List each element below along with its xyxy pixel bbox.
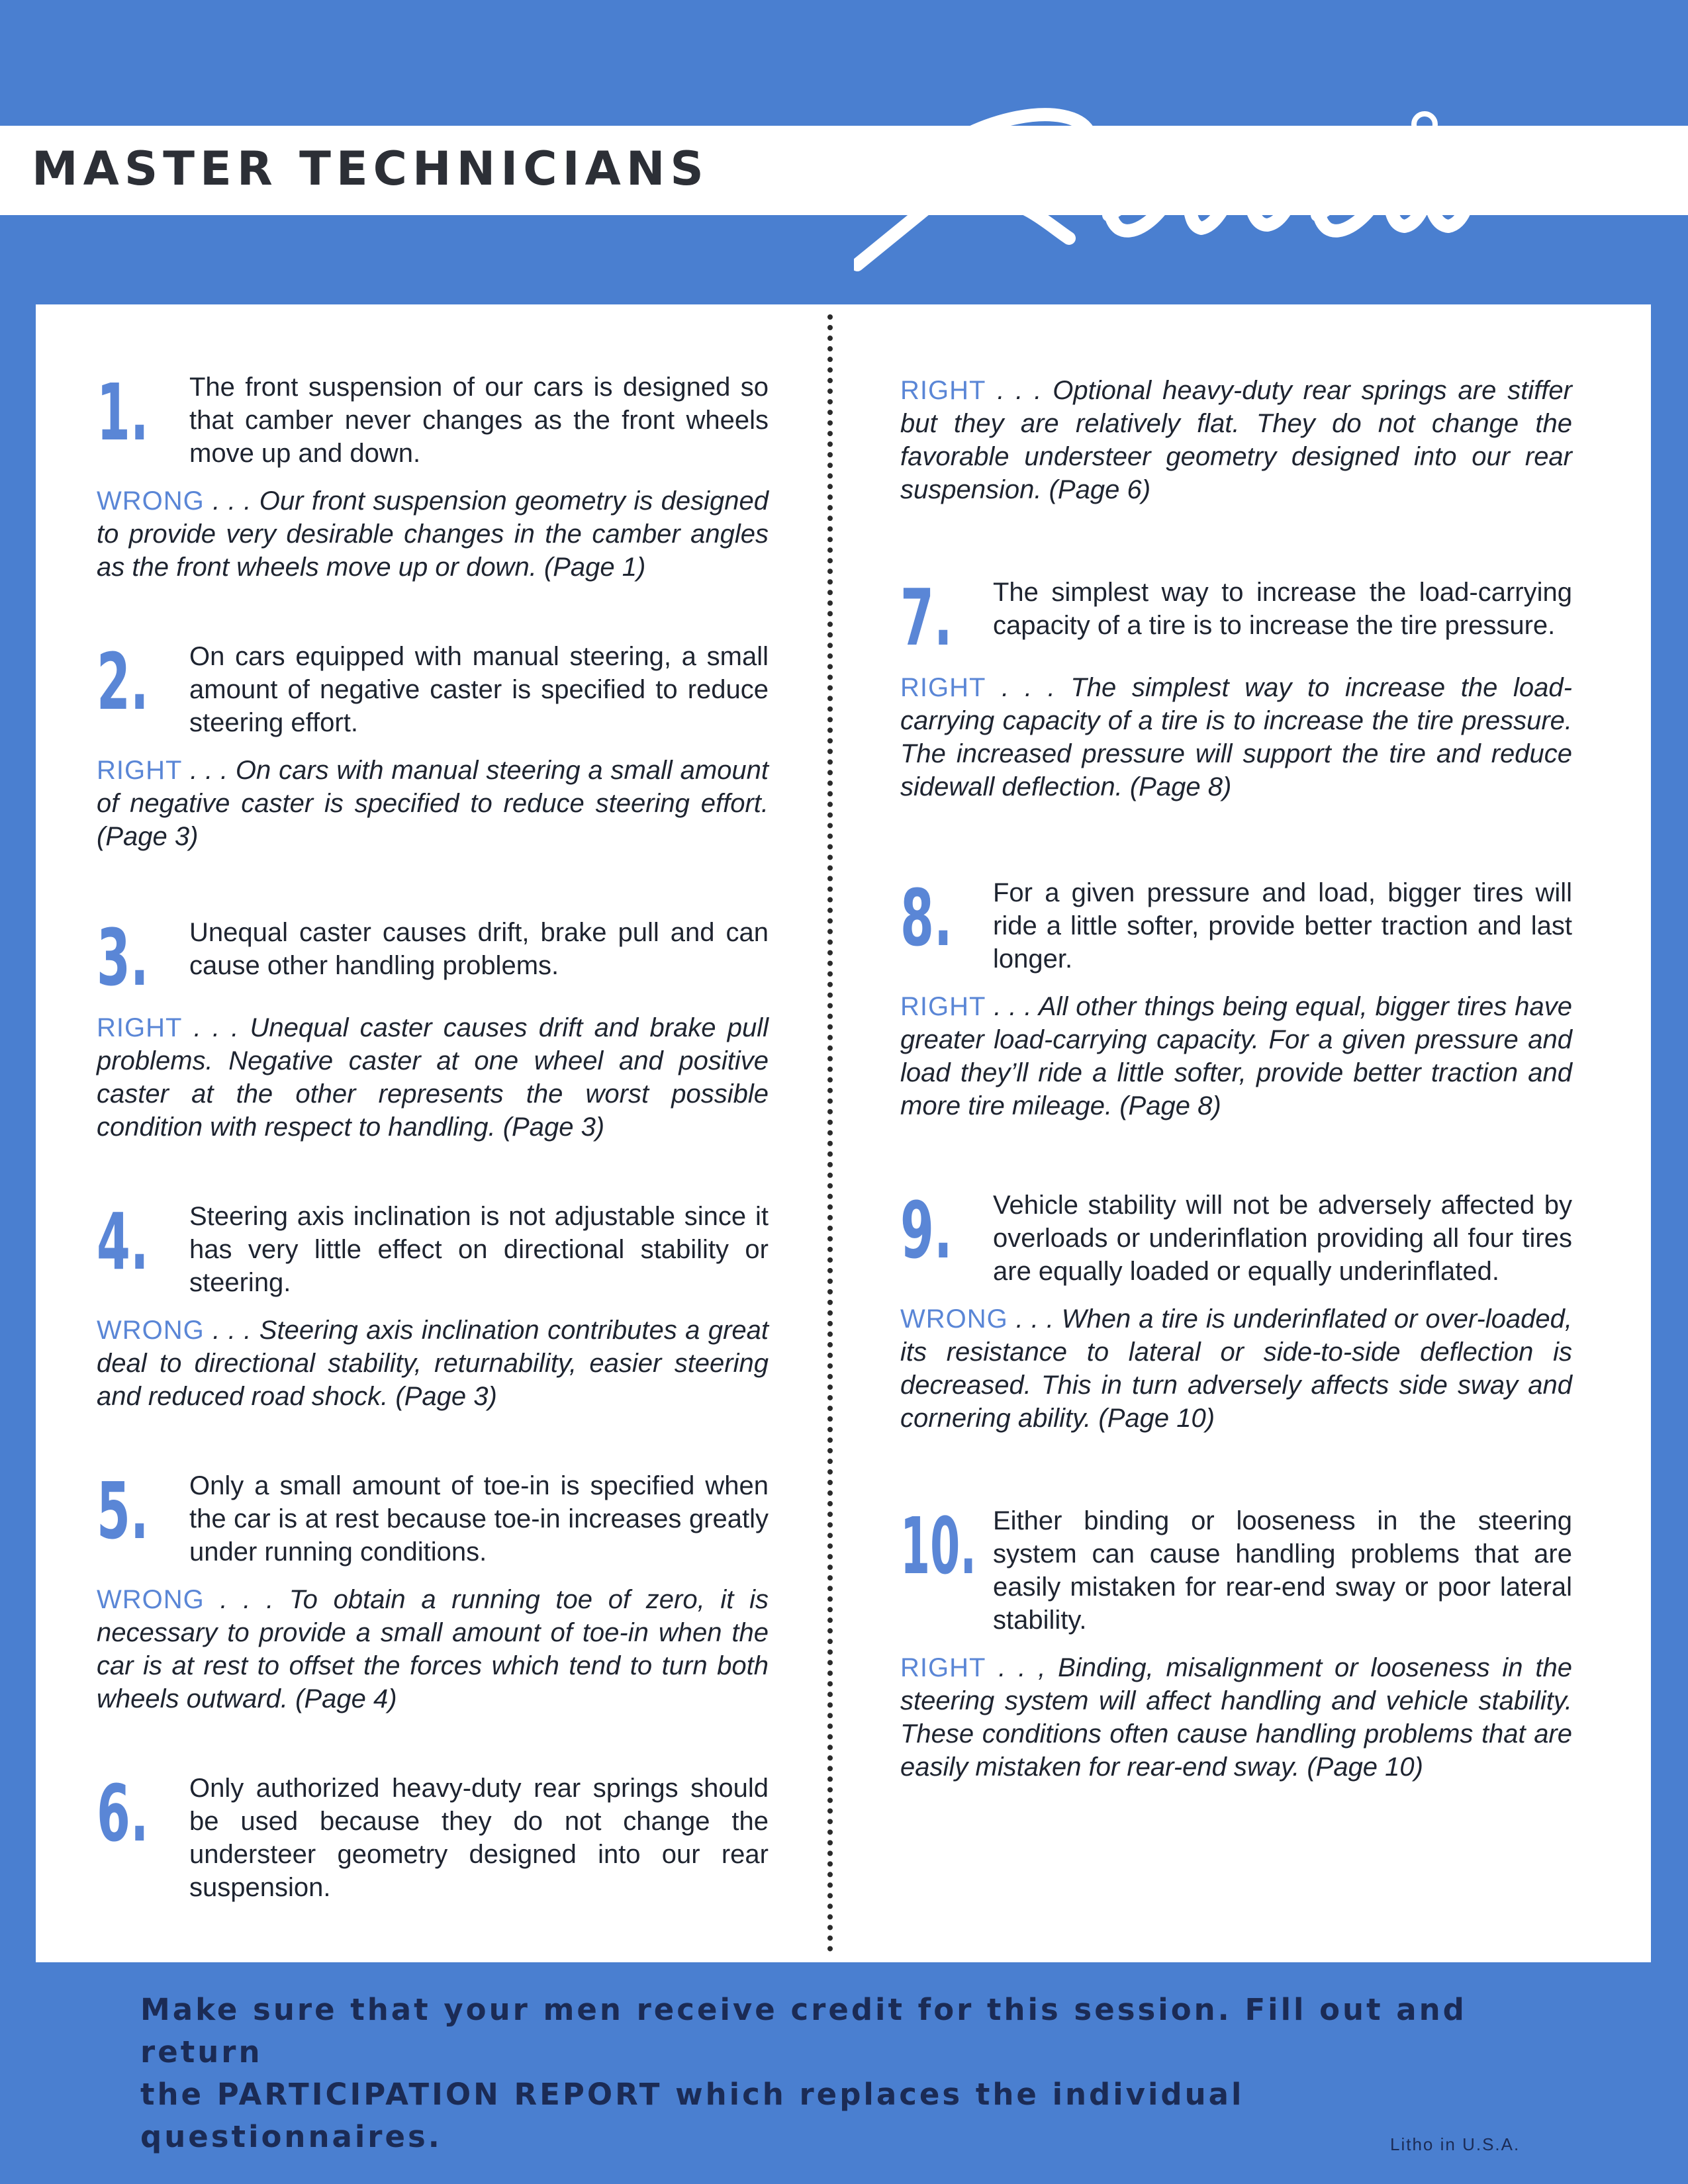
question-statement: Either binding or looseness in the steering system can cause handling problems that are easily mistaken for rear-end sway or poor lateral stability. bbox=[993, 1506, 1572, 1635]
question-number: 5. bbox=[97, 1465, 149, 1557]
right-column bbox=[900, 374, 1572, 1784]
review-script-logo bbox=[854, 73, 1595, 291]
question-number: 7. bbox=[900, 572, 953, 663]
question-6-answer bbox=[900, 374, 1572, 506]
verdict-label: WRONG bbox=[97, 1585, 205, 1614]
verdict-label: RIGHT bbox=[900, 1653, 986, 1682]
question-number: 6. bbox=[97, 1768, 149, 1859]
answer bbox=[97, 1011, 769, 1144]
question-statement: The simplest way to increase the load-carrying capacity of a tire is to increase the tire pressure. bbox=[993, 578, 1572, 640]
question-statement: On cars equipped with manual steering, a small amount of negative caster is specified to reduce steering effort. bbox=[189, 642, 769, 737]
verdict-label: RIGHT bbox=[900, 376, 986, 405]
footer-line-2: the PARTICIPATION REPORT which replaces the individual questionnaires. bbox=[140, 2077, 1244, 2154]
verdict-label: RIGHT bbox=[97, 1013, 183, 1042]
verdict-label: RIGHT bbox=[900, 673, 986, 702]
question-1 bbox=[97, 367, 769, 584]
answer bbox=[900, 1651, 1572, 1784]
answer bbox=[97, 1583, 769, 1715]
answer bbox=[900, 990, 1572, 1122]
question-statement: Only authorized heavy-duty rear springs should be used because they do not change the understeer geometry designed into our rear suspension. bbox=[189, 1774, 769, 1902]
question-9 bbox=[900, 1185, 1572, 1435]
answer bbox=[97, 754, 769, 853]
question-3 bbox=[97, 912, 769, 1144]
verdict-label: RIGHT bbox=[97, 756, 183, 785]
question-5 bbox=[97, 1465, 769, 1715]
verdict-label: WRONG bbox=[900, 1304, 1008, 1334]
page-title: MASTER TECHNICIANS bbox=[32, 142, 709, 196]
answer bbox=[900, 671, 1572, 803]
question-6 bbox=[97, 1768, 769, 1904]
question-10 bbox=[900, 1500, 1572, 1784]
question-statement: Only a small amount of toe-in is specified when the car is at rest because toe-in increases greatly under running conditions. bbox=[189, 1471, 769, 1567]
footer-line-1: Make sure that your men receive credit for this session. Fill out and return bbox=[140, 1992, 1467, 2070]
question-2 bbox=[97, 636, 769, 853]
question-statement: Steering axis inclination is not adjustable since it has very little effect on directional stability or steering. bbox=[189, 1202, 769, 1297]
left-column bbox=[97, 367, 769, 1904]
question-statement: For a given pressure and load, bigger tires will ride a little softer, provide better traction and last longer. bbox=[993, 878, 1572, 974]
answer-explanation: . . . The simplest way to increase the load-carrying capacity of a tire is to increase the tire pressure. The increased pressure will support the tire and reduce sidewall deflection. (Page 8) bbox=[900, 673, 1572, 801]
answer-explanation: . . . Optional heavy-duty rear springs are stiffer but they are relatively flat. They do not change the favorable understeer geometry designed into our rear suspension. (Page 6) bbox=[900, 376, 1572, 504]
question-number: 8. bbox=[900, 872, 953, 964]
answer-explanation: . . . Our front suspension geometry is designed to provide very desirable changes in the camber angles as the front wheels move up or down. (Page 1) bbox=[97, 486, 769, 582]
question-number: 4. bbox=[97, 1196, 149, 1287]
answer bbox=[97, 484, 769, 584]
question-statement: Vehicle stability will not be adversely affected by overloads or underinflation providing all four tires are equally loaded or equally underinflated. bbox=[993, 1191, 1572, 1286]
question-number: 10. bbox=[900, 1500, 976, 1592]
answer-explanation: . . . On cars with manual steering a small amount of negative caster is specified to reduce steering effort. (Page 3) bbox=[97, 756, 769, 851]
answer bbox=[900, 1302, 1572, 1435]
answer-explanation: . . . To obtain a running toe of zero, it is necessary to provide a small amount of toe-in when the car is at rest to offset the forces which tend to turn both wheels outward. (Page 4) bbox=[97, 1585, 769, 1713]
verdict-label: WRONG bbox=[97, 1316, 205, 1345]
footer-note bbox=[140, 1989, 1557, 2158]
answer bbox=[97, 1314, 769, 1413]
printer-credit: Litho in U.S.A. bbox=[1390, 2134, 1521, 2154]
question-number: 3. bbox=[97, 912, 149, 1003]
verdict-label: RIGHT bbox=[900, 992, 986, 1021]
verdict-label: WRONG bbox=[97, 486, 205, 516]
question-statement: Unequal caster causes drift, brake pull and can cause other handling problems. bbox=[189, 918, 769, 980]
answer bbox=[900, 374, 1572, 506]
answer-explanation: . . . Steering axis inclination contributes a great deal to directional stability, returnability, easier steering and reduced road shock. (Page 3) bbox=[97, 1316, 769, 1411]
answer-explanation: . . . All other things being equal, bigger tires have greater load-carrying capacity. For a given pressure and load they’ll ride a little softer, provide better traction and more tire mileage. (Page 8) bbox=[900, 992, 1572, 1120]
answer-explanation: . . , Binding, misalignment or looseness in the steering system will affect handling and vehicle stability. These conditions often cause handling problems that are easily mistaken for rear-end sway. (Page 10) bbox=[900, 1653, 1572, 1782]
column-divider bbox=[827, 314, 833, 1952]
question-8 bbox=[900, 872, 1572, 1122]
answer-explanation: . . . Unequal caster causes drift and brake pull problems. Negative caster at one wheel and positive caster at the other represents the worst possible condition with respect to handling. (Page 3) bbox=[97, 1013, 769, 1142]
question-number: 2. bbox=[97, 636, 149, 727]
question-statement: The front suspension of our cars is designed so that camber never changes as the front wheels move up and down. bbox=[189, 373, 769, 468]
question-number: 9. bbox=[900, 1185, 953, 1276]
question-7 bbox=[900, 572, 1572, 803]
answer-explanation: . . . When a tire is underinflated or over-loaded, its resistance to lateral or side-to-side deflection is decreased. This in turn adversely affects side sway and cornering ability. (Page 10) bbox=[900, 1304, 1572, 1433]
question-4 bbox=[97, 1196, 769, 1413]
question-number: 1. bbox=[97, 367, 149, 458]
